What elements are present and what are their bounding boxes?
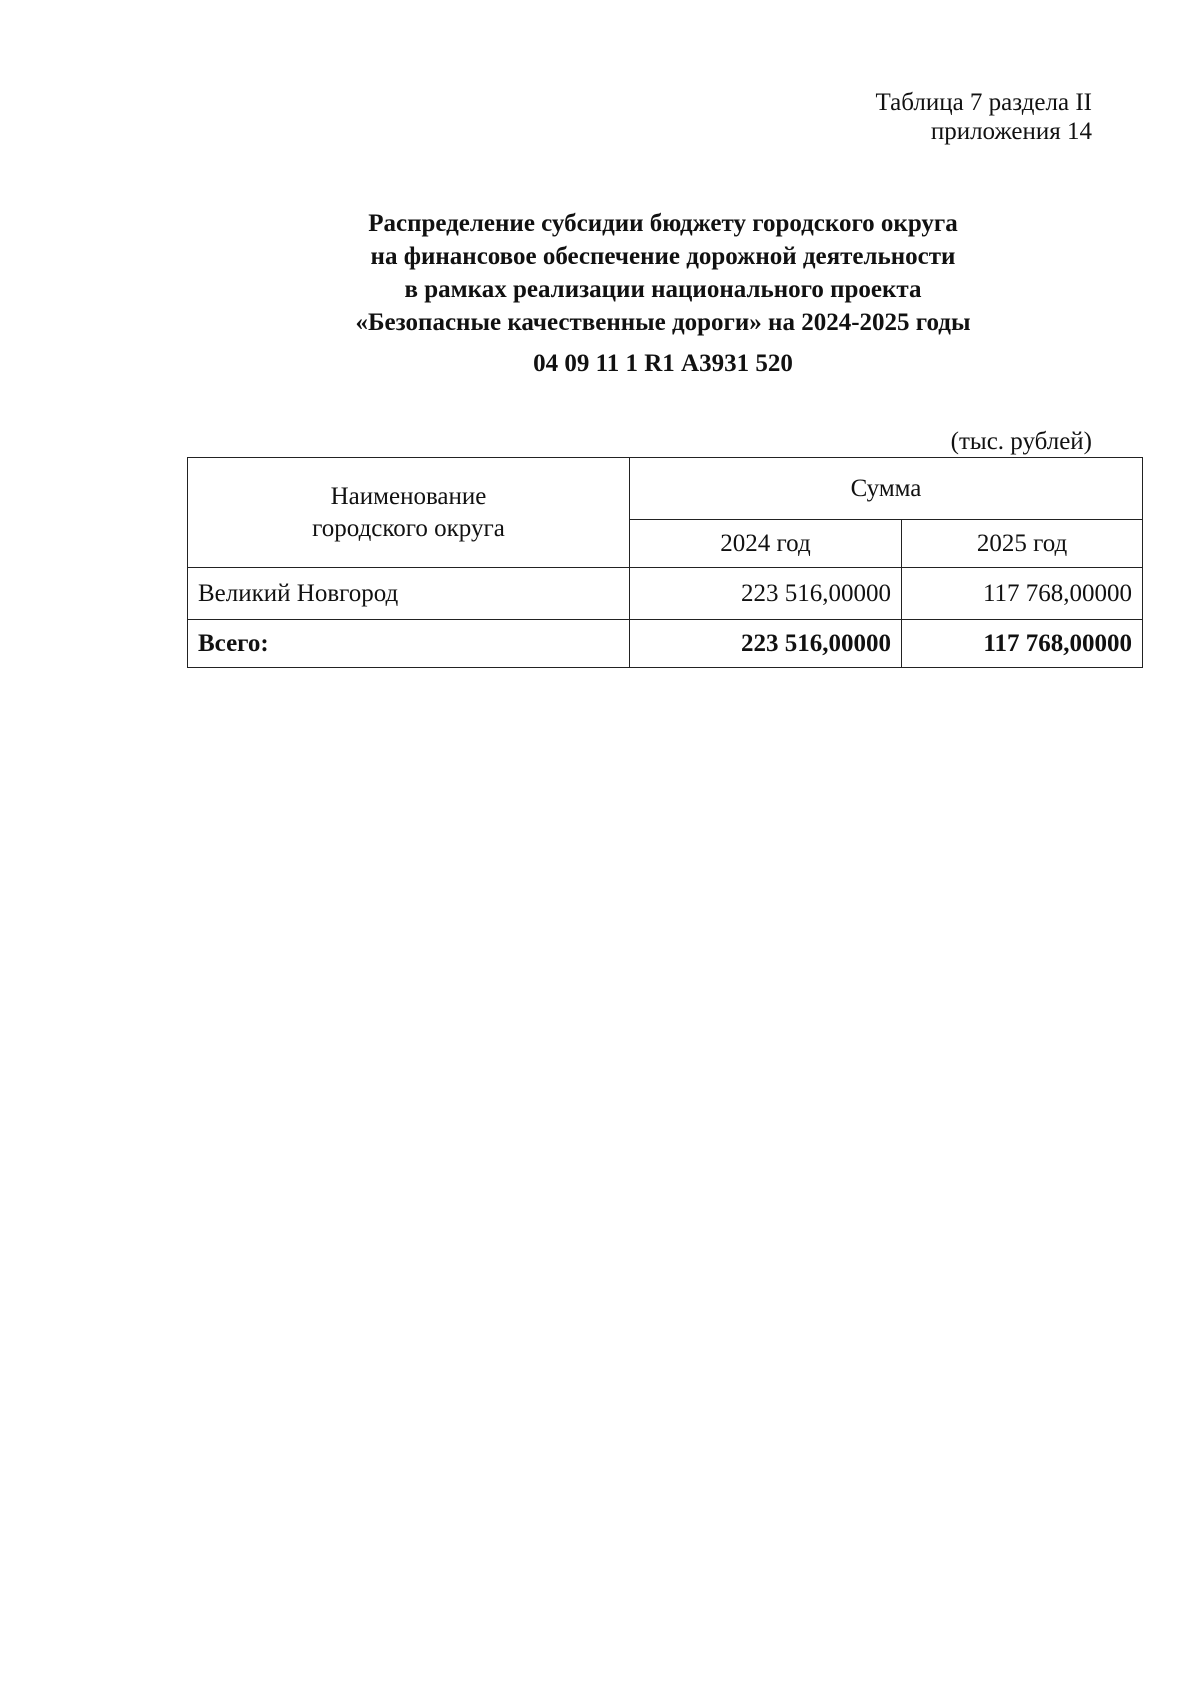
subsidy-table — [187, 457, 1143, 668]
table-row — [188, 568, 1143, 620]
header-name-cell — [188, 458, 630, 568]
row-2025-cell: 117 768,00000 — [902, 568, 1143, 620]
header-name-line-1: Наименование — [330, 482, 487, 510]
header-sum-cell: Сумма — [630, 458, 1143, 520]
title-line-1: Распределение субсидии бюджету городского округа — [368, 210, 958, 237]
total-2024-cell: 223 516,00000 — [630, 620, 902, 668]
title-line-3: в рамках реализации национального проекта — [404, 276, 922, 303]
total-2025-cell: 117 768,00000 — [902, 620, 1143, 668]
table-reference — [876, 88, 1092, 146]
total-label-cell: Всего: — [188, 620, 630, 668]
header-name-line-2: городского округа — [312, 514, 505, 542]
reference-line-2: приложения 14 — [930, 118, 1092, 145]
units-note: (тыс. рублей) — [950, 428, 1092, 455]
row-name-cell: Великий Новгород — [188, 568, 630, 620]
table-total-row — [188, 620, 1143, 668]
title-line-4: «Безопасные качественные дороги» на 2024-2025 годы — [355, 309, 971, 336]
header-year-2024: 2024 год — [630, 520, 902, 568]
budget-classification-code: 04 09 11 1 R1 А3931 520 — [533, 350, 793, 377]
table-header-row — [188, 458, 1143, 520]
row-2024-cell: 223 516,00000 — [630, 568, 902, 620]
header-year-2025: 2025 год — [902, 520, 1143, 568]
reference-line-1: Таблица 7 раздела II — [875, 89, 1092, 116]
title-line-2: на финансовое обеспечение дорожной деятельности — [370, 243, 956, 270]
document-title — [180, 207, 1146, 339]
